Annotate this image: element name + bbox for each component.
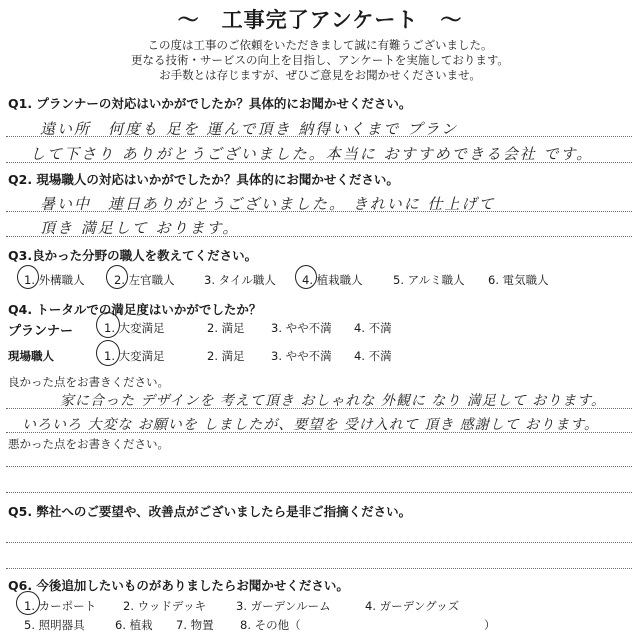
q4-craftsman-label: 現場職人	[8, 349, 54, 363]
q3-option-3[interactable]: 3. タイル職人	[204, 273, 276, 287]
q4-craftsman-selection-circle	[96, 340, 120, 366]
q5-label: Q5. 弊社へのご要望や、改善点がございましたら是非ご指摘ください。	[8, 504, 412, 519]
q1-label: Q1. プランナーの対応はいかがでしたか？具体的にお聞かせください。	[8, 96, 412, 111]
q1-answer-line-1: 遠い所 何度も 足を 運んで頂き 納得いくまで プラン	[40, 120, 459, 138]
q6-option-7[interactable]: 7. 物置	[176, 618, 214, 632]
q6-option-6[interactable]: 6. 植栽	[115, 618, 153, 632]
q4-planner-selection-circle	[96, 312, 120, 338]
q4-bad-rule-1	[6, 466, 632, 467]
q3-option-6[interactable]: 6. 電気職人	[488, 273, 549, 287]
q2-rule-2	[6, 236, 632, 237]
q6-option-8-close-paren: ）	[484, 618, 496, 632]
q2-answer-line-1: 暑い中 連日ありがとうございました。 きれいに 仕上げて	[40, 195, 496, 213]
q1-rule-1	[6, 136, 632, 137]
q2-answer-line-2: 頂き 満足して おります。	[40, 219, 240, 237]
q3-selection-circle-2	[106, 265, 128, 289]
q6-option-8[interactable]: 8. その他（	[240, 618, 301, 632]
q4-planner-option-1[interactable]: 1. 大変満足	[104, 321, 165, 335]
q4-craftsman-option-2[interactable]: 2. 満足	[207, 349, 245, 363]
q4-craftsman-option-3[interactable]: 3. やや不満	[271, 349, 332, 363]
intro-line-1: この度は工事のご依頼をいただきまして誠に有難うございました。	[147, 38, 493, 52]
survey-title: ～ 工事完了アンケート ～	[177, 8, 463, 32]
intro-line-2: 更なる技術・サービスの向上を目指し、アンケートを実施しております。	[131, 53, 509, 67]
q6-label: Q6. 今後追加したいものがありましたらお聞かせください。	[8, 578, 349, 593]
q4-good-rule-2	[6, 432, 632, 433]
q4-bad-rule-2	[6, 492, 632, 493]
q5-rule-2	[6, 568, 632, 569]
q4-craftsman-option-1[interactable]: 1. 大変満足	[104, 349, 165, 363]
q4-craftsman-option-4[interactable]: 4. 不満	[354, 349, 392, 363]
q4-planner-option-3[interactable]: 3. やや不満	[271, 321, 332, 335]
q6-option-4[interactable]: 4. ガーデングッズ	[365, 599, 460, 613]
q4-planner-label: プランナー	[8, 324, 74, 339]
q3-option-2[interactable]: 2. 左官職人	[114, 273, 175, 287]
q4-bad-points-label: 悪かった点をお書きください。	[8, 437, 169, 451]
q6-option-5[interactable]: 5. 照明器具	[24, 618, 85, 632]
q4-planner-option-4[interactable]: 4. 不満	[354, 321, 392, 335]
q4-planner-option-2[interactable]: 2. 満足	[207, 321, 245, 335]
q4-label: Q4. トータルでの満足度はいかがでしたか？	[8, 302, 262, 317]
q2-rule-1	[6, 211, 632, 212]
q6-selection-circle-1	[16, 591, 40, 615]
q3-selection-circle-4	[295, 265, 317, 289]
q4-good-points-label: 良かった点をお書きください。	[8, 375, 169, 389]
q4-good-rule-1	[6, 408, 632, 409]
q3-option-4[interactable]: 4. 植栽職人	[302, 273, 363, 287]
q4-good-line-1: 家に合った デザインを 考えて頂き おしゃれな 外観に なり 満足して おります。	[60, 393, 607, 409]
q6-option-3[interactable]: 3. ガーデンルーム	[236, 599, 331, 613]
q1-answer-line-2: して下さり ありがとうございました。本当に おすすめできる会社 です。	[30, 145, 594, 163]
q6-option-2[interactable]: 2. ウッドデッキ	[123, 599, 207, 613]
q3-selection-circle-1	[17, 265, 39, 289]
q3-option-5[interactable]: 5. アルミ職人	[393, 273, 465, 287]
q1-rule-2	[6, 162, 632, 163]
q2-label: Q2. 現場職人の対応はいかがでしたか？具体的にお聞かせください。	[8, 172, 399, 187]
q6-option-1[interactable]: 1. カーポート	[24, 599, 97, 613]
intro-line-3: お手数とは存じますが、ぜひご意見をお聞かせくださいませ。	[159, 68, 481, 82]
q5-rule-1	[6, 542, 632, 543]
q3-label: Q3.良かった分野の職人を教えてください。	[8, 248, 258, 263]
q4-good-line-2: いろいろ 大変な お願いを しましたが、要望を 受け入れて 頂き 感謝して おります。	[22, 417, 600, 433]
q3-option-1[interactable]: 1. 外構職人	[24, 273, 85, 287]
